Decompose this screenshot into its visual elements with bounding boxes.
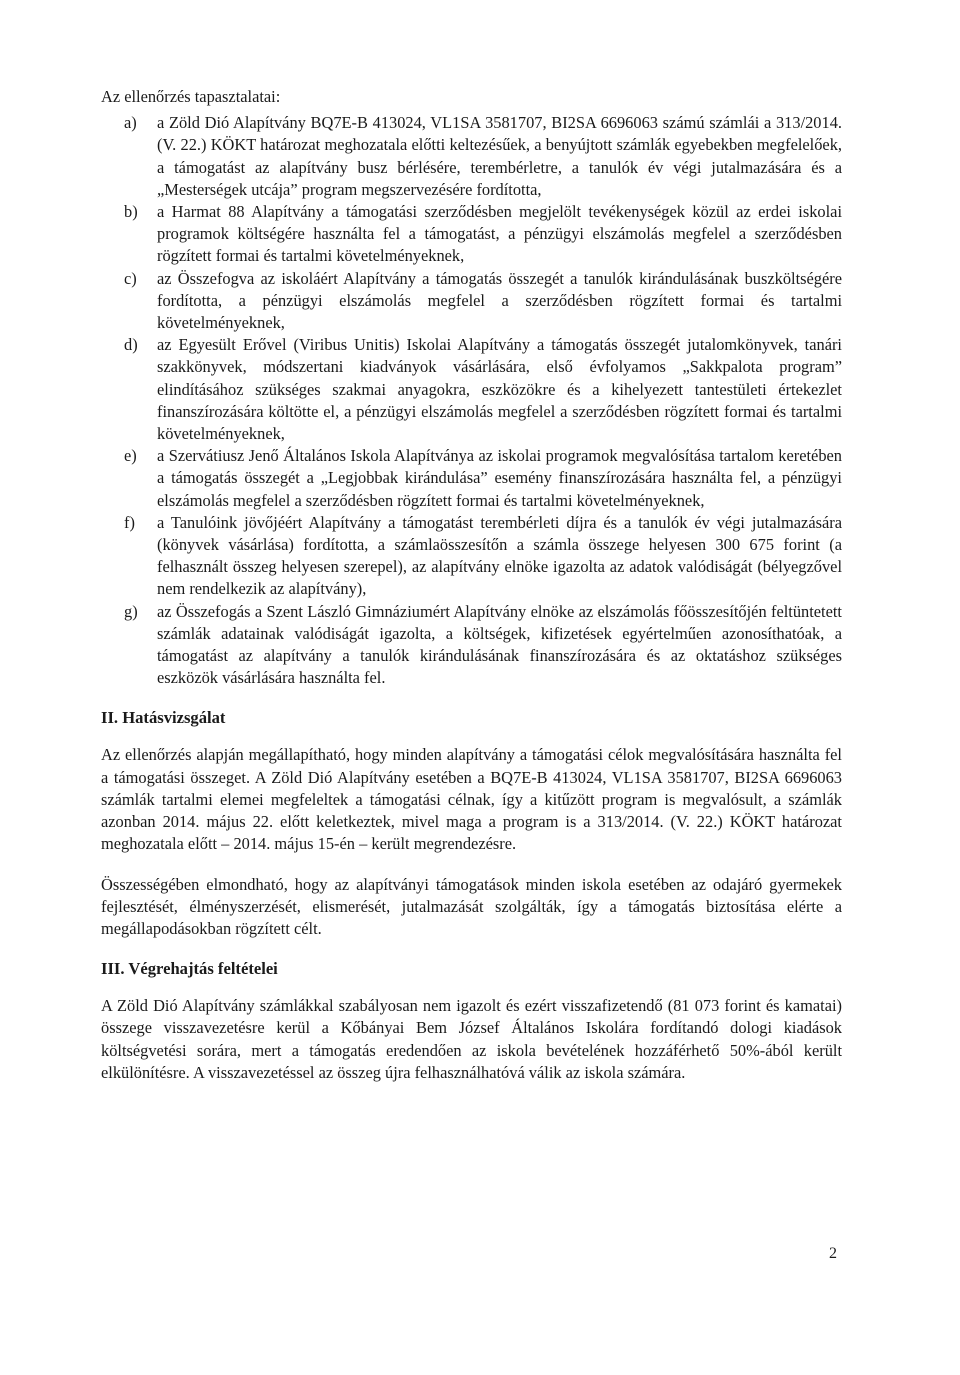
finding-item — [101, 268, 842, 335]
finding-item — [101, 601, 842, 690]
findings-list — [101, 112, 842, 689]
finding-text: a Tanulóink jövőjéért Alapítvány a támogatást terembérleti díjra és a tanulók év végi jutalmazására (könyvek vásárlása) fordította, a számlaösszesítőn a számla összege helyesen 300 675 forint (a felhasznált összeg helyesen szerepel), az alapítvány elnöke igazolta az adatok valódiságát (bélyegzővel nem rendelkezik az alapítvány), — [157, 512, 842, 599]
finding-marker: c) — [124, 268, 137, 288]
finding-marker: b) — [124, 202, 138, 222]
finding-marker: f) — [124, 512, 135, 532]
finding-marker: g) — [124, 601, 138, 621]
finding-text: az Egyesült Erővel (Viribus Unitis) Iskolai Alapítvány a támogatás összegét jutalomkönyvek, tanári szakkönyvek, módszertani kiadványok vásárlására, első évfolyamos „Sakkpalota program” elindításához szükséges szakmai anyagokra, eszközökre és a kihelyezett tantestületi értekezlet finanszírozására költötte el, a pénzügyi elszámolás megfelel a szerződésben rögzített formai és tartalmi követelményeknek, — [157, 335, 842, 444]
finding-text: a Szervátiusz Jenő Általános Iskola Alapítványa az iskolai programok megvalósítása tartalom keretében a támogatás összegét a „Legjobbak kirándulása” esemény finanszírozására használta fel, a pénzügyi elszámolás megfelel a szerződésben rögzített formai és tartalmi követelményeknek, — [157, 446, 842, 510]
finding-item — [101, 334, 842, 445]
execution-paragraph: A Zöld Dió Alapítvány számlákkal szabályosan nem igazolt és ezért visszafizetendő (81 073 forint és kamatai) összege visszavezetésre kerül a Kőbányai Bem József Általános Iskolára fordítandó dologi kiadások költségvetési sorára, mert a támogatás eredendően az iskola bevételének hozzáférhető 50%-ából került elkülönítésre. A visszavezetéssel az összeg újra felhasználhatóvá válik az iskola számára. — [101, 996, 842, 1082]
finding-text: a Harmat 88 Alapítvány a támogatási szerződésben megjelölt tevékenységek közül az erdei iskolai programok költségére használta fel a támogatást, a pénzügyi elszámolás megfelel a szerződésben rögzített formai és tartalmi követelményeknek, — [157, 202, 842, 266]
impact-paragraph: Az ellenőrzés alapján megállapítható, hogy minden alapítvány a támogatási célok megvalósítására használta fel a támogatási összeget. A Zöld Dió Alapítvány esetében a BQ7E-B 413024, VL1SA 3581707, BI2SA 6696063 számlák tartalmi elemei megfeleltek a támogatási célnak, így a kitűzött program is megvalósult, a számlák azonban 2014. május 22. előtt keletkeztek, mivel maga a program is a 313/2014. (V. 22.) KÖKT határozat meghozatala előtt – 2014. május 15-én – került megrendezésre. — [101, 745, 842, 854]
finding-text: az Összefogás a Szent László Gimnáziumért Alapítvány elnöke az elszámolás főösszesítőjén feltüntetett számlák adatainak valódiságát igazolta, a költségek, kifizetések egyértelműen azonosíthatóak, a támogatást az alapítvány a tanulók kirándulásának finanszírozására és az oktatáshoz szükséges eszközök vásárlására használta fel. — [157, 601, 842, 688]
document-page — [101, 86, 842, 1102]
section-heading-impact: II. Hatásvizsgálat — [101, 708, 226, 728]
findings-intro: Az ellenőrzés tapasztalatai: — [101, 87, 281, 106]
page-number: 2 — [829, 1245, 837, 1262]
impact-paragraph: Összességében elmondható, hogy az alapítványi támogatások minden iskola esetében az odajáró gyermekek fejlesztését, élményszerzését, elismerését, jutalmazását szolgálták, így a támogatás biztosítása elérte a megállapodásokban rögzített célt. — [101, 874, 842, 938]
finding-item — [101, 112, 842, 201]
finding-item — [101, 512, 842, 601]
section-heading-execution: III. Végrehajtás feltételei — [101, 959, 278, 979]
finding-text: a Zöld Dió Alapítvány BQ7E-B 413024, VL1SA 3581707, BI2SA 6696063 számú számlái a 313/2014. (V. 22.) KÖKT határozat meghozatala előtti keltezésűek, a benyújtott számlák egyebekben megfelelőek, a támogatást az alapítvány busz bérlésére, terembérletre, a tanulók év végi jutalmazására és a „Mesterségek utcája” program megszervezésére fordította, — [157, 113, 842, 199]
finding-item — [101, 201, 842, 268]
finding-item — [101, 445, 842, 512]
finding-text: az Összefogva az iskoláért Alapítvány a támogatás összegét a tanulók kirándulásának buszköltségére fordította, a pénzügyi elszámolás megfelel a szerződésben rögzített formai és tartalmi követelményeknek, — [157, 268, 842, 333]
finding-marker: e) — [124, 446, 137, 466]
finding-marker: a) — [124, 113, 137, 133]
finding-marker: d) — [124, 335, 138, 355]
